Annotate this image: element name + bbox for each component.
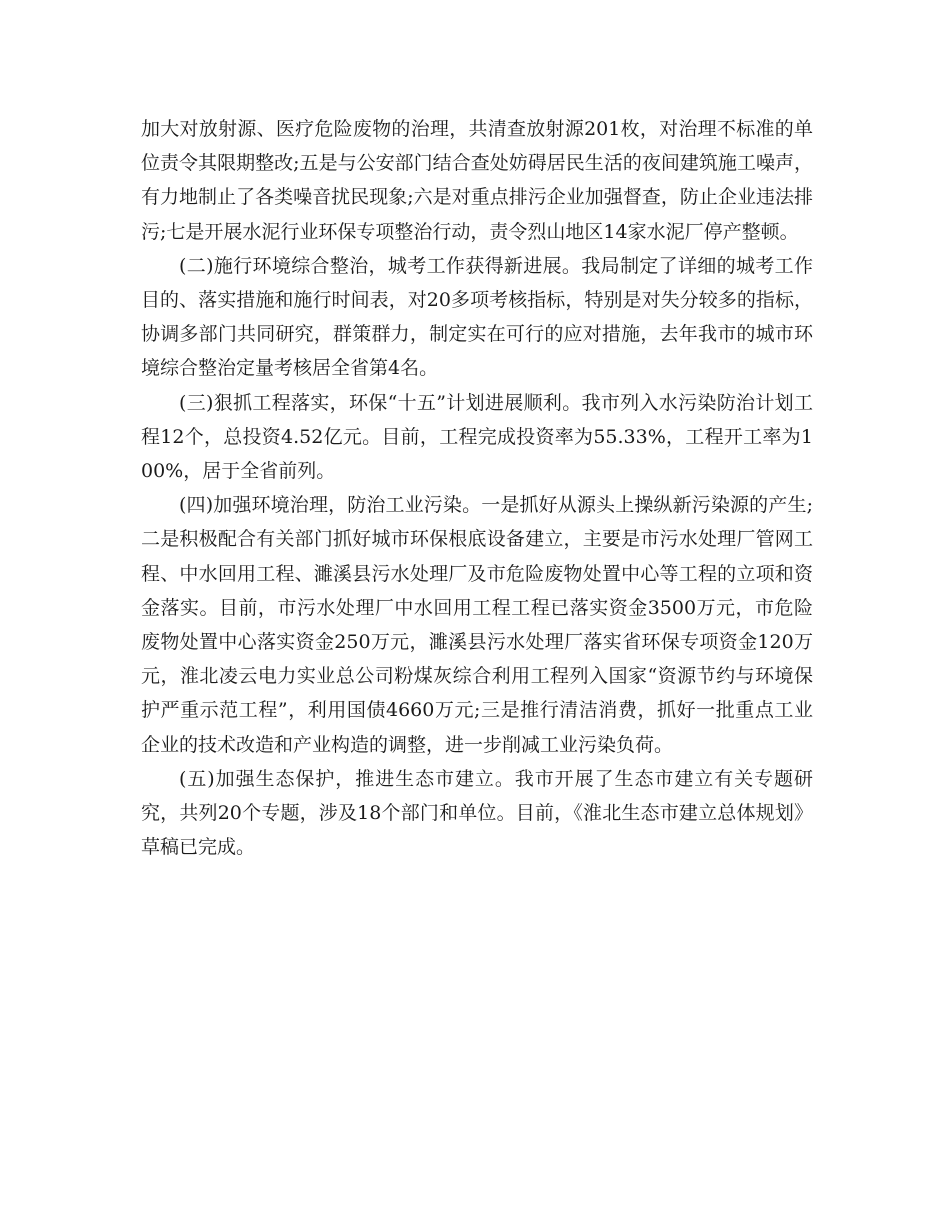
paragraph-section-3: (三)狠抓工程落实，环保“十五”计划进展顺利。我市列入水污染防治计划工程12个，总投资4.52亿元。目前，工程完成投资率为55.33%，工程开工率为100%，居于全省前列。 (141, 391, 813, 483)
paragraph-section-5: (五)加强生态保护，推进生态市建立。我市开展了生态市建立有关专题研究，共列20个专题，涉及18个部门和单位。目前，《淮北生态市建立总体规划》草稿已完成。 (141, 767, 813, 859)
paragraph-section-4: (四)加强环境治理，防治工业污染。一是抓好从源头上操纵新污染源的产生;二是积极配合有关部门抓好城市环保根底设备建立，主要是市污水处理厂管网工程、中水回用工程、濉溪县污水处理厂及市危险废物处置中心等工程的立项和资金落实。目前，市污水处理厂中水回用工程工程已落实资金3500万元，市危险废物处置中心落实资金250万元，濉溪县污水处理厂落实省环保专项资金120万元，淮北凌云电力实业总公司粉煤灰综合利用工程列入国家“资源节约与环境保护严重示范工程”，利用国债4660万元;三是推行清洁消费，抓好一批重点工业企业的技术改造和产业构造的调整，进一步削减工业污染负荷。 (141, 494, 813, 756)
paragraph-section-2: (二)施行环境综合整治，城考工作获得新进展。我局制定了详细的城考工作目的、落实措施和施行时间表，对20多项考核指标，特别是对失分较多的指标，协调多部门共同研究，群策群力，制定实在可行的应对措施，去年我市的城市环境综合整治定量考核居全省第4名。 (141, 254, 813, 380)
document-body (141, 112, 813, 864)
paragraph-continuation: 加大对放射源、医疗危险废物的治理，共清查放射源201枚，对治理不标准的单位责令其限期整改;五是与公安部门结合查处妨碍居民生活的夜间建筑施工噪声，有力地制止了各类噪音扰民现象;六是对重点排污企业加强督查，防止企业违法排污;七是开展水泥行业环保专项整治行动，责令烈山地区14家水泥厂停产整顿。 (141, 118, 813, 243)
